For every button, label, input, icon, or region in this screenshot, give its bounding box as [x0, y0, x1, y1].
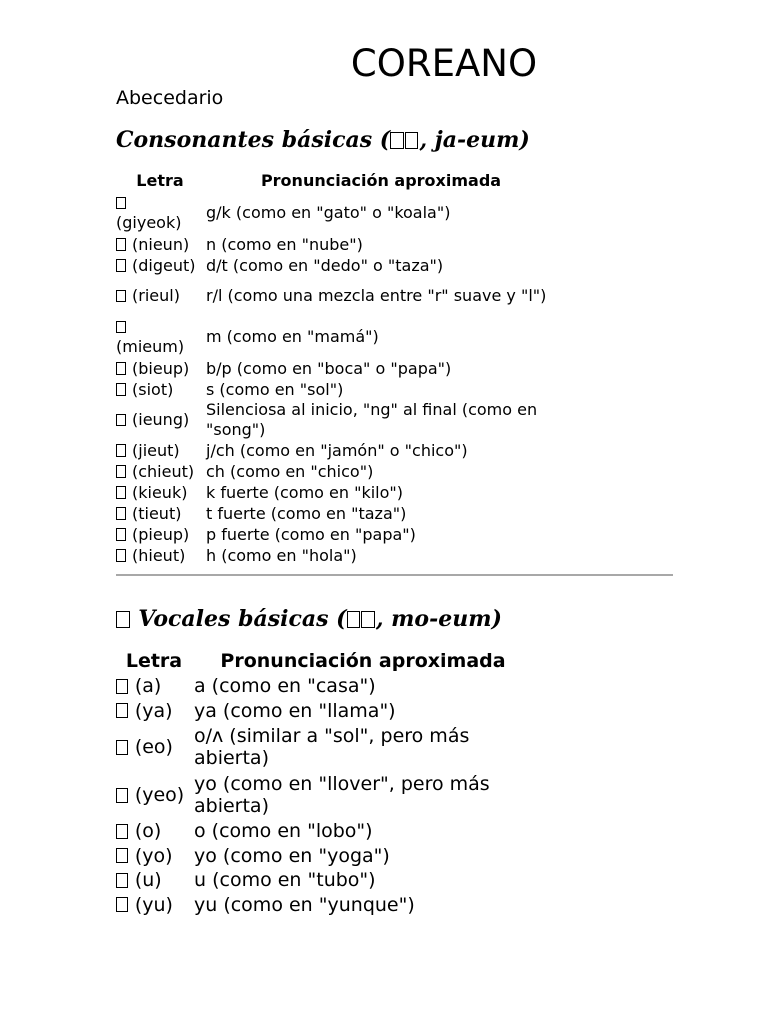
table-row — [115, 192, 557, 234]
letter-name: (eo) — [134, 736, 173, 758]
vowels-table — [115, 648, 533, 917]
consonants-heading-prefix: Consonantes básicas ( — [116, 127, 391, 153]
letter-cell — [115, 358, 205, 379]
table-row — [115, 771, 533, 819]
pronunciation-cell: Silenciosa al inicio, "ng" al final (como en "song") — [206, 400, 538, 439]
missing-glyph-icon — [116, 238, 126, 250]
letter-cell — [115, 461, 205, 482]
letter-cell — [115, 192, 205, 234]
letter-cell — [115, 868, 193, 893]
missing-glyph-icon — [116, 703, 128, 718]
table-row — [115, 545, 557, 566]
table-row — [115, 524, 557, 545]
table-row — [115, 844, 533, 869]
missing-glyph-icon — [361, 611, 375, 628]
letter-cell — [115, 400, 205, 440]
letter-cell — [115, 234, 205, 255]
pronunciation-cell: u (como en "tubo") — [194, 869, 376, 892]
letter-name: (nieun) — [132, 234, 190, 254]
pronunciation-cell: o (como en "lobo") — [194, 820, 373, 843]
pronunciation-cell: ch (como en "chico") — [206, 461, 374, 481]
letter-cell — [115, 819, 193, 844]
letter-name: (kieuk) — [132, 482, 188, 502]
missing-glyph-icon — [390, 132, 404, 149]
letter-name: (yeo) — [134, 784, 185, 806]
pronunciation-cell: yu (como en "yunque") — [194, 893, 415, 916]
letter-cell — [115, 699, 193, 724]
table-row — [115, 276, 557, 316]
letter-name: (giyeok) — [116, 213, 182, 232]
letter-name: (o) — [134, 820, 162, 843]
missing-glyph-icon — [116, 259, 126, 271]
pronunciation-cell: m (como en "mamá") — [206, 327, 379, 346]
missing-glyph-icon — [347, 611, 361, 628]
pronunciation-cell: ya (como en "llama") — [194, 699, 396, 722]
column-header-pronunciation: Pronunciación aproximada — [220, 650, 506, 672]
table-row — [115, 674, 533, 699]
letter-cell — [115, 255, 205, 276]
letter-cell — [115, 771, 193, 819]
letter-cell — [115, 379, 205, 400]
missing-glyph-icon — [116, 528, 126, 540]
letter-name: (yu) — [134, 893, 173, 916]
table-row — [115, 723, 533, 771]
letter-name: (yo) — [134, 844, 173, 867]
letter-cell — [115, 524, 205, 545]
table-row — [115, 461, 557, 482]
missing-glyph-icon — [116, 197, 126, 209]
table-row — [115, 440, 557, 461]
document-subtitle: Abecedario — [116, 87, 224, 109]
missing-glyph-icon — [116, 444, 126, 456]
table-row — [115, 316, 557, 358]
missing-glyph-icon — [116, 848, 128, 863]
letter-cell — [115, 674, 193, 699]
pronunciation-cell: d/t (como en "dedo" o "taza") — [206, 255, 444, 275]
missing-glyph-icon — [116, 465, 126, 477]
pronunciation-cell: yo (como en "llover", pero más abierta) — [194, 773, 490, 817]
pronunciation-cell: o/ʌ (similar a "sol", pero más abierta) — [194, 725, 470, 769]
missing-glyph-icon — [405, 132, 419, 149]
column-header-pronunciation: Pronunciación aproximada — [260, 171, 502, 190]
table-row — [115, 234, 557, 255]
letter-name: (chieut) — [132, 461, 195, 481]
vowels-heading-suffix: , mo-eum) — [375, 606, 502, 632]
table-row — [115, 699, 533, 724]
vowels-heading-text: Vocales básicas ( — [138, 606, 347, 632]
missing-glyph-icon — [116, 362, 126, 374]
letter-cell — [115, 723, 193, 771]
consonants-heading-suffix: , ja-eum) — [419, 127, 530, 153]
missing-glyph-icon — [116, 788, 128, 803]
letter-name: (bieup) — [132, 358, 190, 378]
missing-glyph-icon — [116, 321, 126, 333]
letter-cell — [115, 893, 193, 918]
letter-name: (digeut) — [132, 255, 196, 275]
table-row — [115, 482, 557, 503]
pronunciation-cell: p fuerte (como en "papa") — [206, 524, 416, 544]
letter-name: (jieut) — [132, 440, 180, 460]
column-header-letter: Letra — [125, 650, 183, 672]
pronunciation-cell: j/ch (como en "jamón" o "chico") — [206, 440, 468, 460]
consonants-table — [115, 170, 557, 566]
letter-cell — [115, 503, 205, 524]
vowels-heading — [116, 604, 502, 634]
table-header-row — [115, 648, 533, 674]
section-divider — [116, 574, 673, 576]
missing-glyph-icon — [116, 824, 128, 839]
letter-cell — [115, 276, 205, 316]
missing-glyph-icon — [116, 290, 126, 302]
missing-glyph-icon — [116, 414, 126, 426]
letter-cell — [115, 316, 205, 358]
table-header-row — [115, 170, 557, 192]
table-row — [115, 868, 533, 893]
pronunciation-cell: g/k (como en "gato" o "koala") — [206, 203, 451, 222]
pronunciation-cell: b/p (como en "boca" o "papa") — [206, 358, 452, 378]
missing-glyph-icon — [116, 549, 126, 561]
pronunciation-cell: s (como en "sol") — [206, 379, 344, 399]
letter-name: (siot) — [132, 379, 174, 399]
letter-name: (pieup) — [132, 524, 190, 544]
letter-name: (hieut) — [132, 545, 186, 565]
missing-glyph-icon — [116, 897, 128, 912]
table-row — [115, 819, 533, 844]
letter-name: (a) — [134, 675, 162, 698]
letter-name: (u) — [134, 869, 162, 892]
letter-name: (mieum) — [116, 337, 185, 356]
pronunciation-cell: a (como en "casa") — [194, 675, 376, 698]
letter-cell — [115, 482, 205, 503]
missing-glyph-icon — [116, 740, 128, 755]
table-row — [115, 400, 557, 440]
letter-name: (ieung) — [132, 410, 190, 429]
table-row — [115, 893, 533, 918]
pronunciation-cell: n (como en "nube") — [206, 234, 363, 254]
letter-name: (rieul) — [132, 286, 180, 305]
document-title: COREANO — [350, 42, 538, 85]
pronunciation-cell: k fuerte (como en "kilo") — [206, 482, 404, 502]
letter-cell — [115, 844, 193, 869]
table-row — [115, 358, 557, 379]
missing-glyph-icon — [116, 486, 126, 498]
pronunciation-cell: t fuerte (como en "taza") — [206, 503, 407, 523]
letter-name: (ya) — [134, 699, 173, 722]
missing-glyph-icon — [116, 679, 128, 694]
letter-cell — [115, 440, 205, 461]
missing-glyph-icon — [116, 611, 130, 628]
letter-cell — [115, 545, 205, 566]
pronunciation-cell: r/l (como una mezcla entre "r" suave y "l") — [206, 286, 547, 305]
pronunciation-cell: h (como en "hola") — [206, 545, 357, 565]
missing-glyph-icon — [116, 507, 126, 519]
table-row — [115, 255, 557, 276]
pronunciation-cell: yo (como en "yoga") — [194, 844, 390, 867]
letter-name: (tieut) — [132, 503, 182, 523]
missing-glyph-icon — [116, 873, 128, 888]
table-row — [115, 379, 557, 400]
table-row — [115, 503, 557, 524]
missing-glyph-icon — [116, 383, 126, 395]
column-header-letter: Letra — [136, 171, 184, 190]
consonants-heading — [116, 125, 530, 155]
